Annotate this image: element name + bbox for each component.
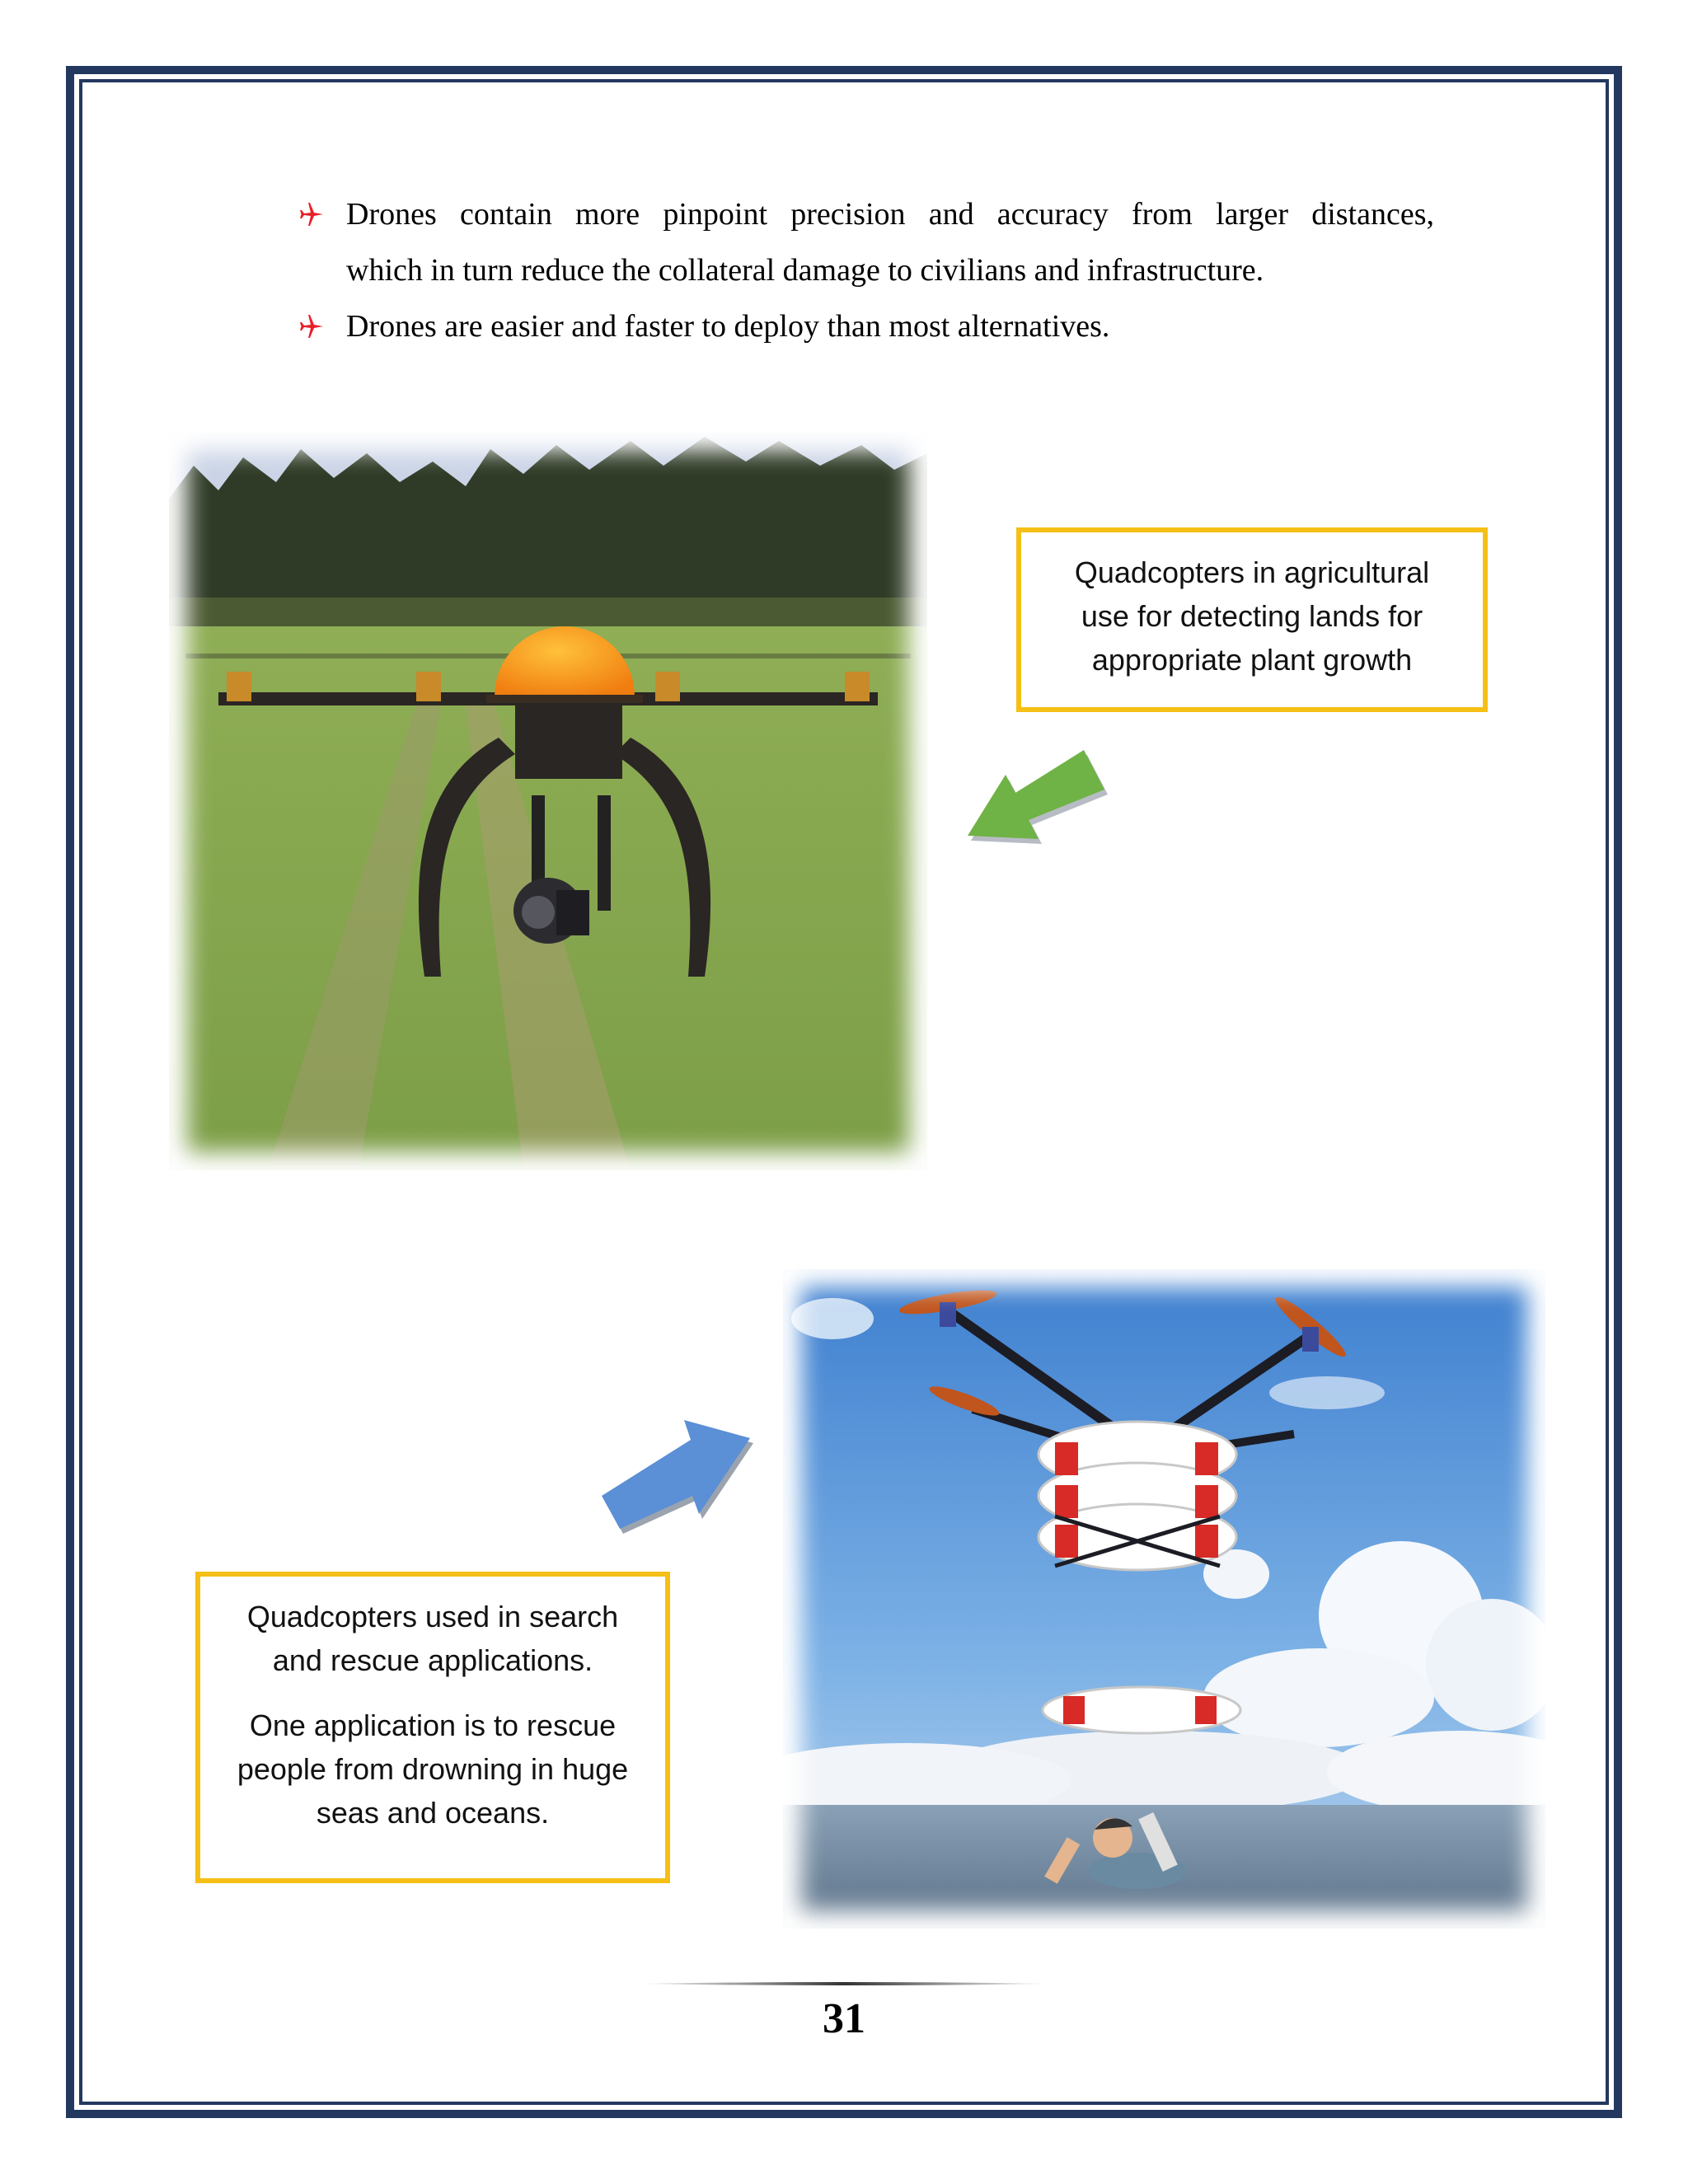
footer-divider xyxy=(635,1981,1055,1986)
airplane-icon xyxy=(298,298,328,354)
agricultural-drone-photo xyxy=(169,433,927,1170)
bullet-text-line: which in turn reduce the collateral damage to civilians and infrastructure. xyxy=(346,253,1264,288)
bullet-item xyxy=(297,186,1434,298)
callout-agricultural xyxy=(1016,527,1488,712)
bullet-item xyxy=(297,298,1434,354)
bullet-text-line: Drones are easier and faster to deploy than most alternatives. xyxy=(346,309,1110,344)
callout-text-line: appropriate plant growth xyxy=(1091,643,1413,677)
bullet-list xyxy=(297,186,1434,354)
callout-rescue xyxy=(195,1572,670,1883)
callout-text-line: One application is to rescue xyxy=(249,1708,617,1742)
callout-text-line: and rescue applications. xyxy=(272,1643,593,1677)
bullet-text-line: Drones contain more pinpoint precision and accuracy from larger distances, xyxy=(346,197,1434,232)
callout-text-line: use for detecting lands for xyxy=(1081,599,1423,633)
callout-text-line: Quadcopters in agricultural xyxy=(1074,555,1430,589)
callout-text-line: seas and oceans. xyxy=(316,1796,550,1830)
callout-text-line: Quadcopters used in search xyxy=(246,1600,619,1633)
rescue-drone-photo xyxy=(783,1269,1545,1929)
callout-text-line: people from drowning in huge xyxy=(237,1752,629,1786)
arrow-right-icon xyxy=(593,1405,758,1545)
airplane-icon xyxy=(298,186,328,242)
arrow-left-icon xyxy=(956,742,1121,890)
page-number: 31 xyxy=(823,1995,865,2042)
